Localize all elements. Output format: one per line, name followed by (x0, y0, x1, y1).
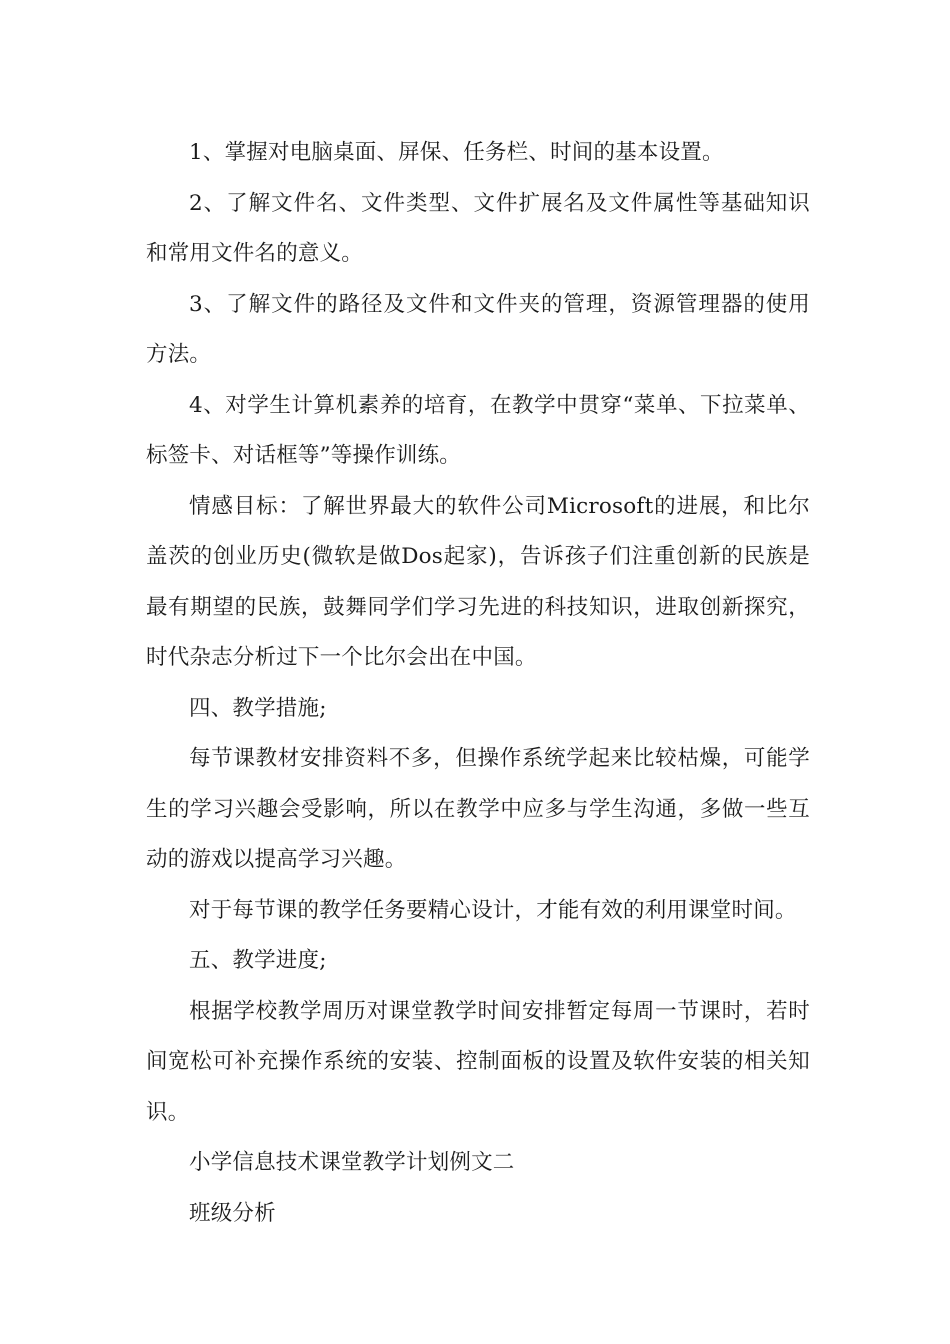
paragraph-measures-2: 对于每节课的教学任务要精心设计，才能有效的利用课堂时间。 (189, 897, 797, 923)
paragraph-objective-2: 2、了解文件名、文件类型、文件扩展名及文件属性等基础知识和常用文件名的意义。 (146, 190, 810, 266)
paragraph-objective-3: 3、了解文件的路径及文件和文件夹的管理，资源管理器的使用方法。 (146, 291, 810, 367)
paragraph-emotional-goal: 情感目标：了解世界最大的软件公司Microsoft的进展，和比尔盖茨的创业历史(微软是做Dos起家)，告诉孩子们注重创新的民族是最有期望的民族，鼓舞同学们学习先进的科技知识，进取创新探究，时代杂志分析过下一个比尔会出在中国。 (146, 493, 810, 670)
paragraph-measures-1: 每节课教材安排资料不多，但操作系统学起来比较枯燥，可能学生的学习兴趣会受影响，所以在教学中应多与学生沟通，多做一些互动的游戏以提高学习兴趣。 (146, 746, 810, 872)
document-body (146, 128, 810, 1239)
paragraph-objective-4: 4、对学生计算机素养的培育，在教学中贯穿“菜单、下拉菜单、标签卡、对话框等”等操作训练。 (146, 392, 810, 468)
section-heading-class-analysis: 班级分析 (189, 1200, 276, 1226)
paragraph-progress: 根据学校教学周历对课堂教学时间安排暂定每周一节课时，若时间宽松可补充操作系统的安装、控制面板的设置及软件安装的相关知识。 (146, 998, 810, 1125)
section-heading-measures: 四、教学措施; (189, 695, 327, 721)
example-title: 小学信息技术课堂教学计划例文二 (189, 1150, 515, 1175)
paragraph-objective-1: 1、掌握对电脑桌面、屏保、任务栏、时间的基本设置。 (189, 140, 724, 165)
section-heading-progress: 五、教学进度; (189, 948, 327, 973)
